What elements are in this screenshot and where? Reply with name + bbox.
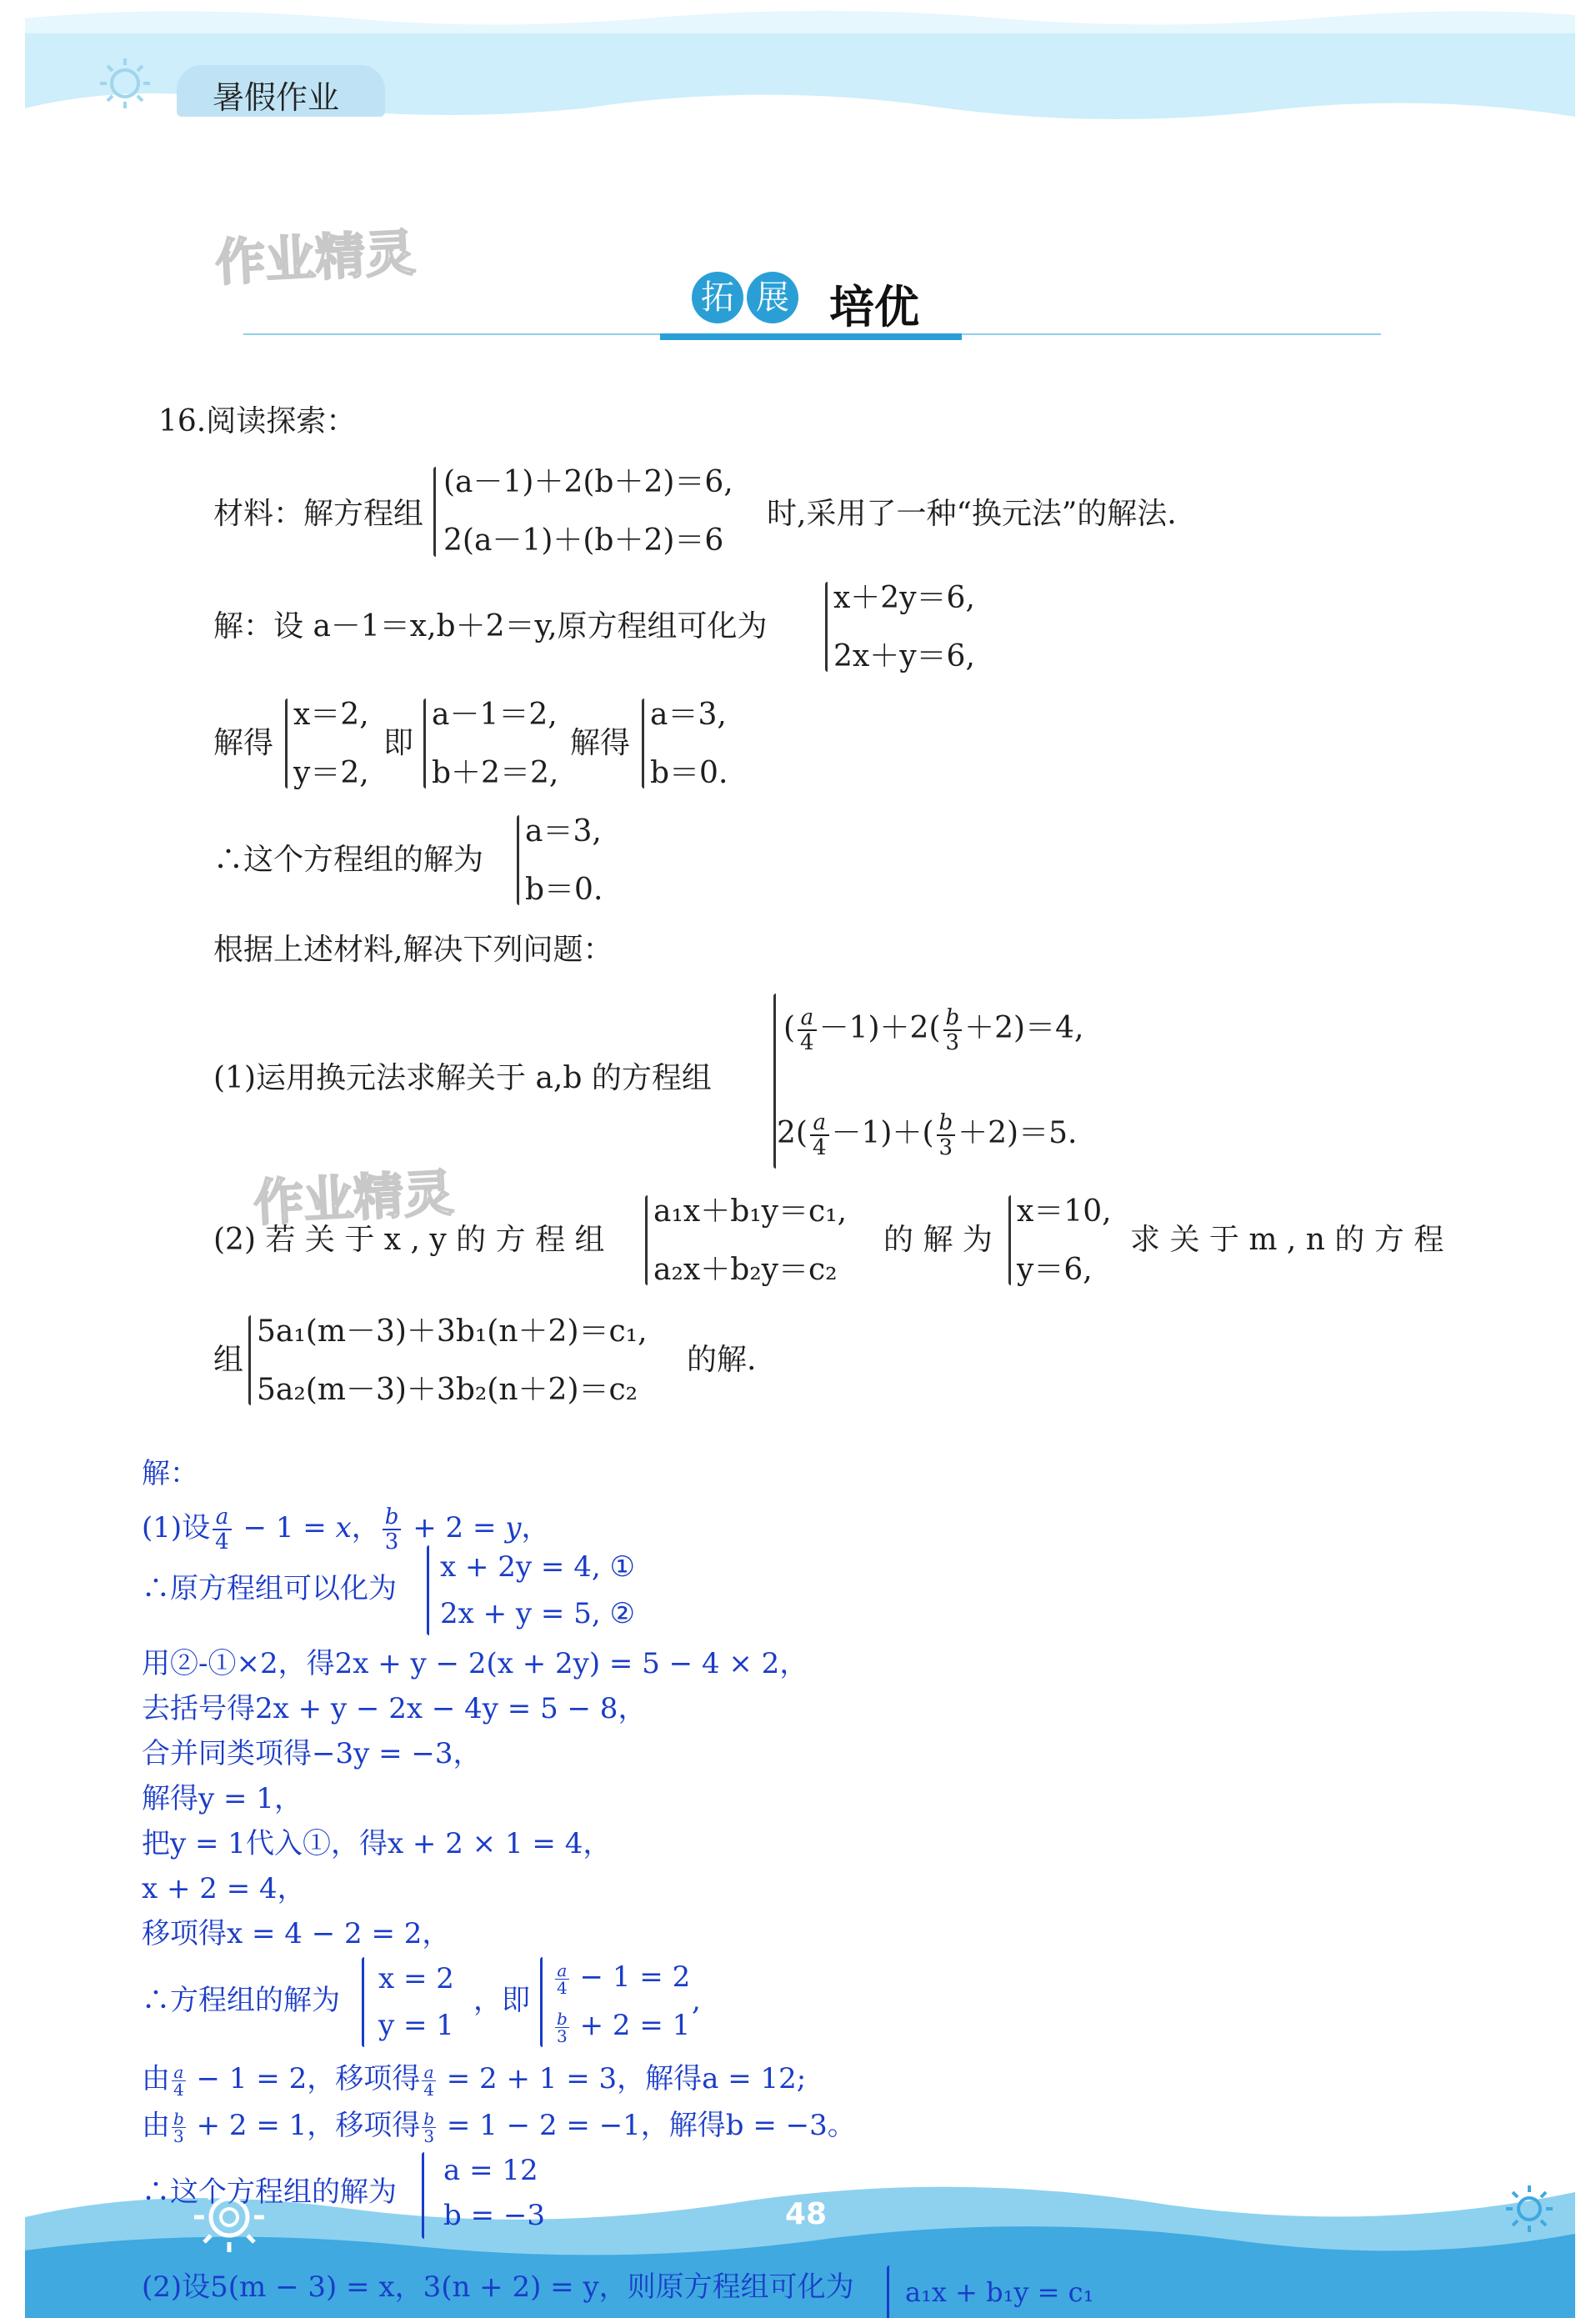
answer-line: 把y = 1代入①，得x + 2 × 1 = 4， — [142, 1827, 612, 1860]
sun-icon — [83, 38, 167, 121]
section-badge — [692, 272, 743, 323]
based-text: 根据上述材料,解决下列问题： — [213, 933, 613, 967]
q1-eq2: 2( $\frac{a}{4}$ －1)＋( $\frac{b}{3}$ ＋2)＝5. — [777, 1110, 1078, 1160]
answer-eq: x = 2 — [378, 1962, 454, 1995]
material-eq2: 2(a－1)＋(b＋2)＝6 — [443, 523, 724, 558]
answer-line: 移项得x = 4 − 2 = 2， — [142, 1917, 451, 1950]
therefore-eq1: a＝3, — [525, 814, 602, 849]
answer-eq: a = 12 — [443, 2154, 538, 2187]
answer-line: ∴这个方程组的解为 — [142, 2175, 397, 2209]
watermark: 作业精灵 — [252, 1164, 455, 1234]
brace — [1008, 1195, 1011, 1285]
get-eq2: y＝2, — [293, 756, 369, 790]
answer-line: ∴原方程组可以化为 — [142, 1572, 397, 1605]
brace — [773, 994, 776, 1169]
answer-line: 解得y = 1， — [142, 1782, 303, 1815]
q2-sol1: x＝10, — [1017, 1194, 1112, 1229]
section-title: 培优 — [829, 281, 919, 333]
solution-eq2: 2x＋y＝6, — [833, 639, 975, 673]
q2-mid: 的 解 为 — [883, 1223, 993, 1257]
header-title: 暑假作业 — [213, 79, 340, 116]
problem-number: 16.阅读探索： — [158, 404, 357, 438]
answer-line: ∴方程组的解为 — [142, 1984, 340, 2017]
ji-eq2: b＋2＝2, — [432, 756, 559, 790]
brace — [285, 698, 288, 789]
therefore-eq2: b＝0. — [525, 873, 603, 907]
answer-line: (2)设5(m − 3) = x，3(n + 2) = y，则原方程组可化为 — [142, 2270, 854, 2304]
sun-icon — [1496, 2175, 1563, 2242]
brace — [362, 1957, 364, 2047]
ji-eq1: a－1＝2, — [432, 698, 558, 732]
answer-eq: b = −3 — [443, 2199, 545, 2232]
solution-eq1: x＋2y＝6, — [833, 581, 975, 615]
answer-jie: 解： — [142, 1457, 198, 1490]
answer-line: 去括号得2x + y − 2x − 4y = 5 − 8， — [142, 1692, 647, 1725]
q1-eq1: ( $\frac{a}{4}$ －1)＋2( $\frac{b}{3}$ ＋2)＝4, — [783, 1005, 1084, 1055]
material-suffix: 时,采用了一种“换元法”的解法. — [767, 497, 1177, 531]
answer-line: 合并同类项得−3y = −3， — [142, 1737, 482, 1770]
answer-eq: a₁x + b₁y = c₁ — [905, 2276, 1094, 2308]
answer-eq: , — [692, 1984, 701, 2017]
answer-eq: 2x + y = 5, ② — [440, 1597, 635, 1630]
q2-eq1: a₁x＋b₁y＝c₁, — [653, 1194, 848, 1229]
brace — [248, 1315, 251, 1405]
brace — [422, 2152, 424, 2239]
brace — [517, 815, 519, 905]
answer-line: 由 $\frac{a}{4}$ − 1 = 2，移项得 $\frac{a}{4}$ = 2 + 1 = 3，解得a = 12; — [142, 2061, 807, 2100]
q2-sys1: 5a₁(m－3)＋3b₁(n＋2)＝c₁, — [257, 1314, 648, 1349]
solution-prefix: 解：设 a－1＝x,b＋2＝y,原方程组可化为 — [213, 609, 768, 643]
q2-eq2: a₂x＋b₂y＝c₂ — [653, 1253, 838, 1287]
q2-zu: 组 — [213, 1343, 244, 1377]
page-number: 48 — [785, 2197, 828, 2231]
therefore-label: ∴这个方程组的解为 — [213, 843, 484, 877]
brace — [645, 1195, 648, 1285]
brace — [423, 698, 426, 789]
brace — [427, 1545, 429, 1635]
brace — [887, 2265, 889, 2318]
get2-eq2: b＝0. — [650, 756, 728, 790]
q2-sol2: y＝6, — [1017, 1253, 1093, 1287]
q2-sys2: 5a₂(m－3)＋3b₂(n＋2)＝c₂ — [257, 1373, 638, 1407]
answer-line: ，即 — [473, 1984, 530, 2017]
material-eq1: (a－1)＋2(b＋2)＝6, — [443, 465, 733, 499]
brace — [540, 1957, 543, 2047]
get-eq1: x＝2, — [293, 698, 369, 732]
ji-label: 即 — [383, 726, 414, 760]
answer-line: x + 2 = 4， — [142, 1872, 306, 1905]
answer-eq: x + 2y = 4, ① — [440, 1550, 635, 1584]
watermark: 作业精灵 — [213, 223, 417, 293]
answer-line: (1)设 $\frac{a}{4}$ − 1 = x， $\frac{b}{3}$ + 2 = y， — [142, 1504, 550, 1555]
answer-line: 用②-①×2，得2x + y − 2(x + 2y) = 5 − 4 × 2， — [142, 1647, 808, 1680]
answer-eq: y = 1 — [378, 2009, 454, 2042]
material-prefix: 材料：解方程组 — [213, 497, 424, 531]
get2-label: 解得 — [570, 726, 631, 760]
q1-prefix: (1)运用换元法求解关于 a,b 的方程组 — [213, 1061, 712, 1095]
get-label: 解得 — [213, 726, 274, 760]
q2-end: 的解. — [687, 1343, 757, 1377]
brace — [433, 467, 436, 557]
answer-line: 由 $\frac{b}{3}$ + 2 = 1，移项得 $\frac{b}{3}$ = 1 − 2 = −1，解得b = −3。 — [142, 2108, 856, 2146]
section-badge — [747, 272, 798, 323]
brace — [642, 698, 644, 789]
brace — [825, 582, 828, 672]
q2-prefix: (2) 若 关 于 x , y 的 方 程 组 — [213, 1223, 605, 1257]
q2-suffix: 求 关 于 m , n 的 方 程 — [1130, 1223, 1444, 1257]
get2-eq1: a＝3, — [650, 698, 727, 732]
answer-eq: $\frac{a}{4}$ − 1 = 2 — [557, 1960, 691, 1998]
section-title-2: 展 — [756, 278, 789, 317]
answer-eq: $\frac{b}{3}$ + 2 = 1 — [557, 2008, 691, 2046]
section-title-1: 拓 — [701, 278, 734, 317]
